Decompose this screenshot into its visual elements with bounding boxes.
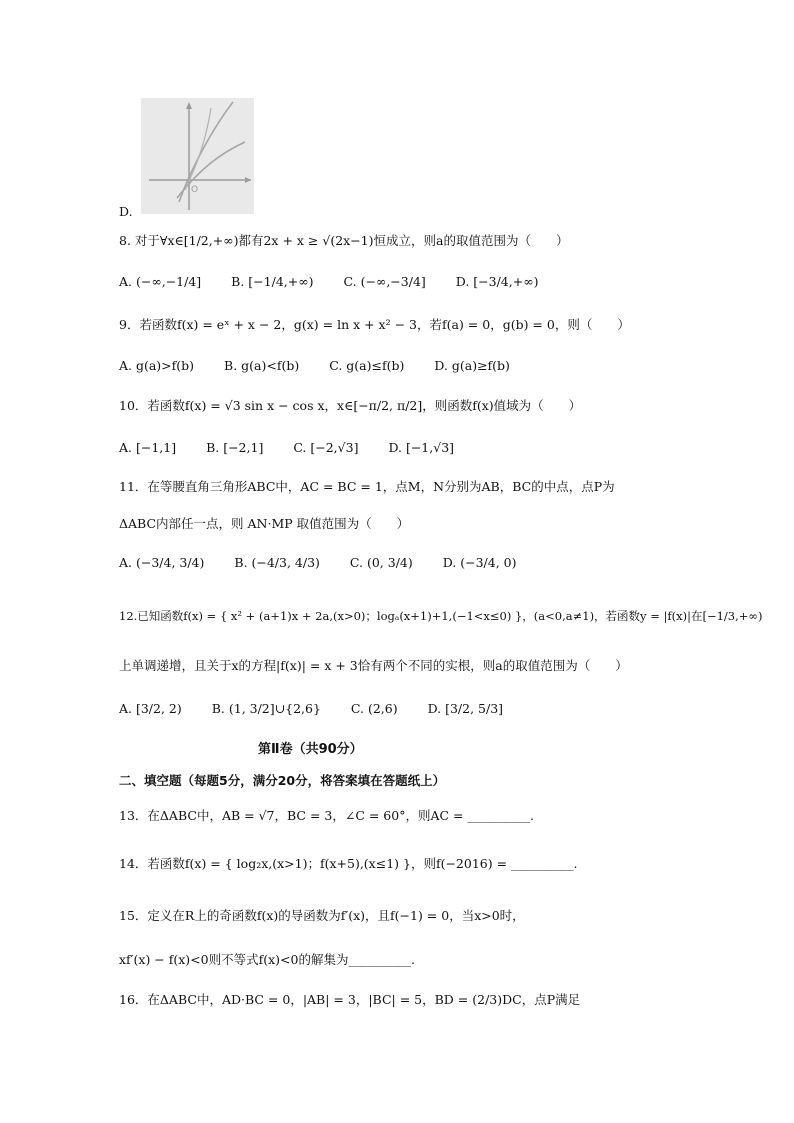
question-11-options (119, 553, 543, 573)
option-a: A. (−3/4, 3/4) (119, 555, 205, 570)
question-15-continued: xf′(x) − f(x)<0则不等式f(x)<0的解集为__________. (119, 952, 415, 967)
question-13: 13．在ΔABC中，AB = √7，BC = 3，∠C = 60°，则AC = __________. (119, 808, 534, 823)
option-d: D. (−3/4, 0) (442, 555, 517, 570)
option-c: C. (2,6) (350, 701, 398, 716)
question-16: 16．在ΔABC中，AD·BC = 0，|AB| = 3，|BC| = 5，BD = (2/3)DC，点P满足 (119, 992, 581, 1007)
question-14: 14．若函数f(x) = { log₂x,(x>1)；f(x+5),(x≤1) }，则f(−2016) = __________. (119, 856, 578, 871)
option-b: B. (−4/3, 4/3) (234, 555, 320, 570)
option-a: A. (−∞,−1/4] (119, 274, 202, 289)
function-graph-sketch (141, 98, 254, 214)
question-12-options (119, 699, 529, 719)
question-10-options (119, 438, 480, 458)
option-a: A. [3/2, 2) (119, 701, 182, 716)
option-d: D. [−1,√3] (388, 440, 455, 455)
option-d: D. [3/2, 5/3] (427, 701, 504, 716)
option-a: A. [−1,1] (119, 440, 177, 455)
option-b: B. g(a)<f(b) (224, 358, 300, 373)
question-9-options (119, 356, 536, 376)
question-9-stem: 9．若函数f(x) = eˣ + x − 2，g(x) = ln x + x² − 3，若f(a) = 0，g(b) = 0，则（ ） (119, 317, 630, 332)
section-title: 二、填空题（每题5分，满分20分，将答案填在答题纸上） (119, 773, 446, 788)
option-c: C. [−2,√3] (293, 440, 359, 455)
option-b: B. [−1/4,+∞) (231, 274, 314, 289)
question-10-stem: 10．若函数f(x) = √3 sin x − cos x，x∈[−π/2, π/2]，则函数f(x)值域为（ ） (119, 398, 582, 413)
option-b: B. (1, 3/2]∪{2,6} (211, 701, 321, 716)
option-c: C. (−∞,−3/4] (343, 274, 426, 289)
question-8-stem: 8. 对于∀x∈[1/2,+∞)都有2x + x ≥ √(2x−1)恒成立，则a的取值范围为（ ） (119, 233, 569, 248)
question-12-stem: 12.已知函数f(x) = { x² + (a+1)x + 2a,(x>0)；logₐ(x+1)+1,(−1<x≤0) }，(a<0,a≠1)，若函数y = |f(x)|在[−1/3,+∞) (119, 609, 763, 623)
svg-text:O: O (191, 185, 199, 195)
option-d: D. [−3/4,+∞) (455, 274, 539, 289)
option-c: C. g(a)≤f(b) (329, 358, 405, 373)
question-11-stem: 11．在等腰直角三角形ABC中，AC = BC = 1，点M，N分别为AB，BC的中点，点P为 (119, 479, 615, 494)
question-15: 15．定义在R上的奇函数f(x)的导函数为f′(x)，且f(−1) = 0，当x>0时， (119, 908, 525, 923)
part-2-title: 第Ⅱ卷（共90分） (258, 742, 363, 757)
figure-option-label: D. (119, 204, 133, 219)
graph-figure (141, 98, 254, 214)
option-d: D. g(a)≥f(b) (434, 358, 510, 373)
question-12-stem-continued: 上单调递增，且关于x的方程|f(x)| = x + 3恰有两个不同的实根，则a的取值范围为（ ） (119, 658, 628, 673)
option-b: B. [−2,1] (206, 440, 264, 455)
question-8-options (119, 272, 565, 292)
question-11-stem-continued: ΔABC内部任一点，则 AN·MP 取值范围为（ ） (119, 516, 410, 531)
option-c: C. (0, 3/4) (349, 555, 413, 570)
option-a: A. g(a)>f(b) (119, 358, 195, 373)
